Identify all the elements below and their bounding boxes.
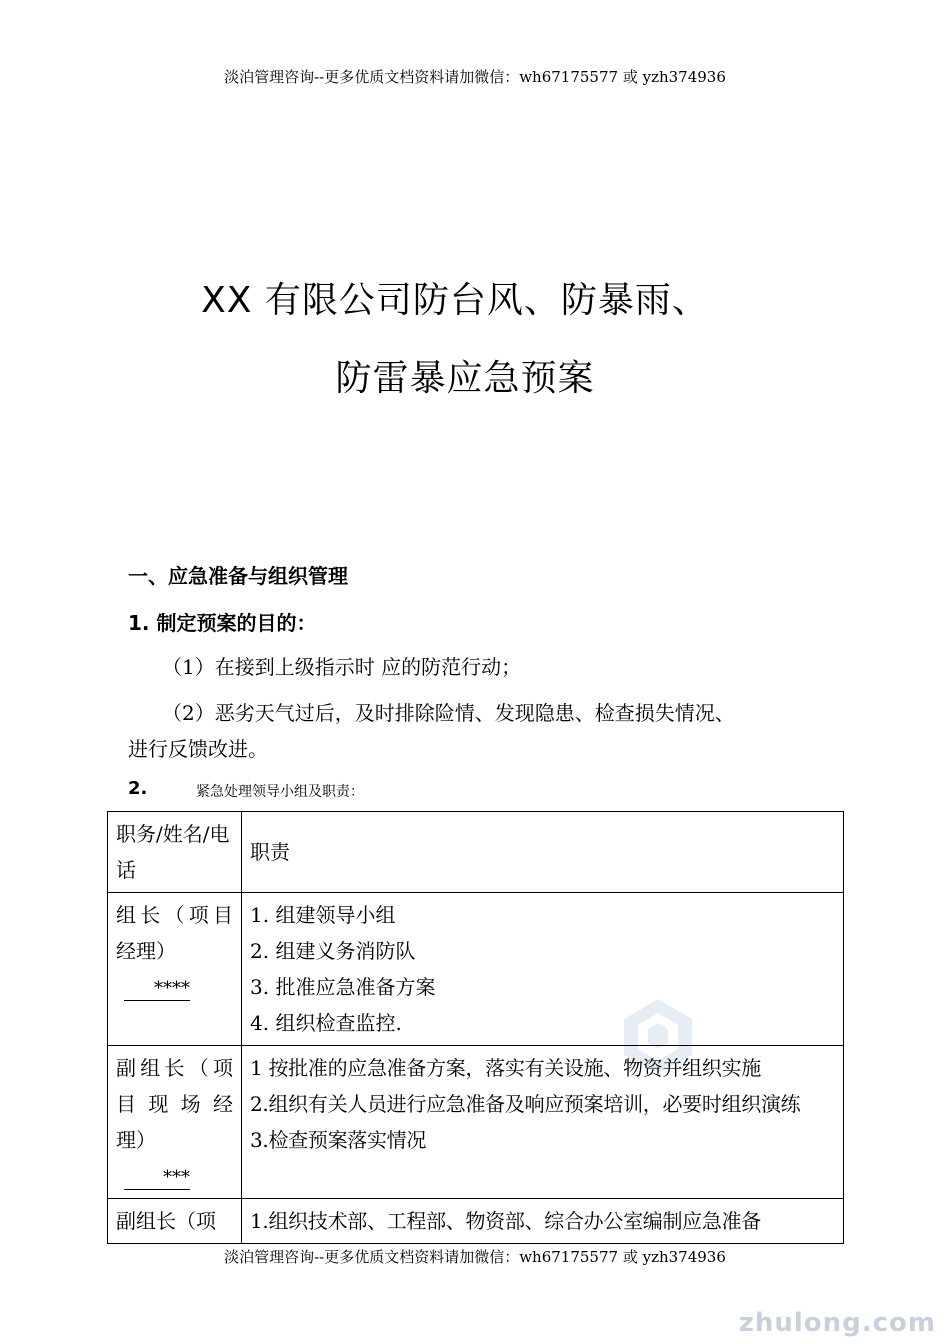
duty-table — [107, 811, 844, 1244]
table-row — [108, 1199, 844, 1244]
table-row — [108, 893, 844, 1046]
document-title-line1: XX 有限公司防台风、防暴雨、 — [201, 280, 709, 321]
role-cell: 副组长（项目现场经理） *** — [108, 1046, 242, 1199]
section2-number: 2. — [128, 778, 148, 799]
section-heading: 一、应急准备与组织管理 — [128, 564, 348, 588]
document-title-line2: 防雷暴应急预案 — [335, 358, 595, 399]
duty-item: 2. 组建义务消防队 — [250, 939, 416, 963]
footer-note: 淡泊管理咨询--更多优质文档资料请加微信：wh67175577 或 yzh374936 — [224, 1248, 726, 1266]
role-cell: 组长（项目经理） **** — [108, 893, 242, 1046]
subsection-heading: 1. 制定预案的目的： — [128, 611, 317, 635]
role-cell: 副组长（项 — [108, 1199, 242, 1244]
paragraph-2-line2: 进行反馈改进。 — [128, 737, 268, 761]
duty-item: 2.组织有关人员进行应急准备及响应预案培训，必要时组织演练 — [250, 1092, 801, 1116]
header-duty-cell: 职责 — [242, 812, 844, 893]
duty-item: 1 按批准的应急准备方案，落实有关设施、物资并组织实施 — [250, 1056, 761, 1080]
paragraph-1: （1）在接到上级指示时 应的防范行动； — [162, 655, 522, 679]
section2-label: 紧急处理领导小组及职责： — [196, 784, 364, 800]
brand-watermark: zhulong.com — [738, 1308, 936, 1338]
name-field: *** — [124, 1167, 190, 1190]
duty-item: 1.组织技术部、工程部、物资部、综合办公室编制应急准备 — [250, 1209, 761, 1233]
table-row — [108, 1046, 844, 1199]
paragraph-2-line1: （2）恶劣天气过后，及时排除险情、发现隐患、检查损失情况、 — [162, 701, 735, 725]
duty-item: 3.检查预案落实情况 — [250, 1128, 427, 1152]
duty-cell — [242, 893, 844, 1046]
duty-cell — [242, 1046, 844, 1199]
duty-item: 3. 批准应急准备方案 — [250, 975, 436, 999]
duty-cell — [242, 1199, 844, 1244]
table-header-row — [108, 812, 844, 893]
header-note: 淡泊管理咨询--更多优质文档资料请加微信：wh67175577 或 yzh374936 — [224, 68, 726, 86]
duty-item: 1. 组建领导小组 — [250, 903, 396, 927]
duty-item: 4. 组织检查监控. — [250, 1011, 402, 1035]
header-role-cell: 职务/姓名/电话 — [108, 812, 242, 893]
name-field: **** — [124, 978, 190, 1001]
